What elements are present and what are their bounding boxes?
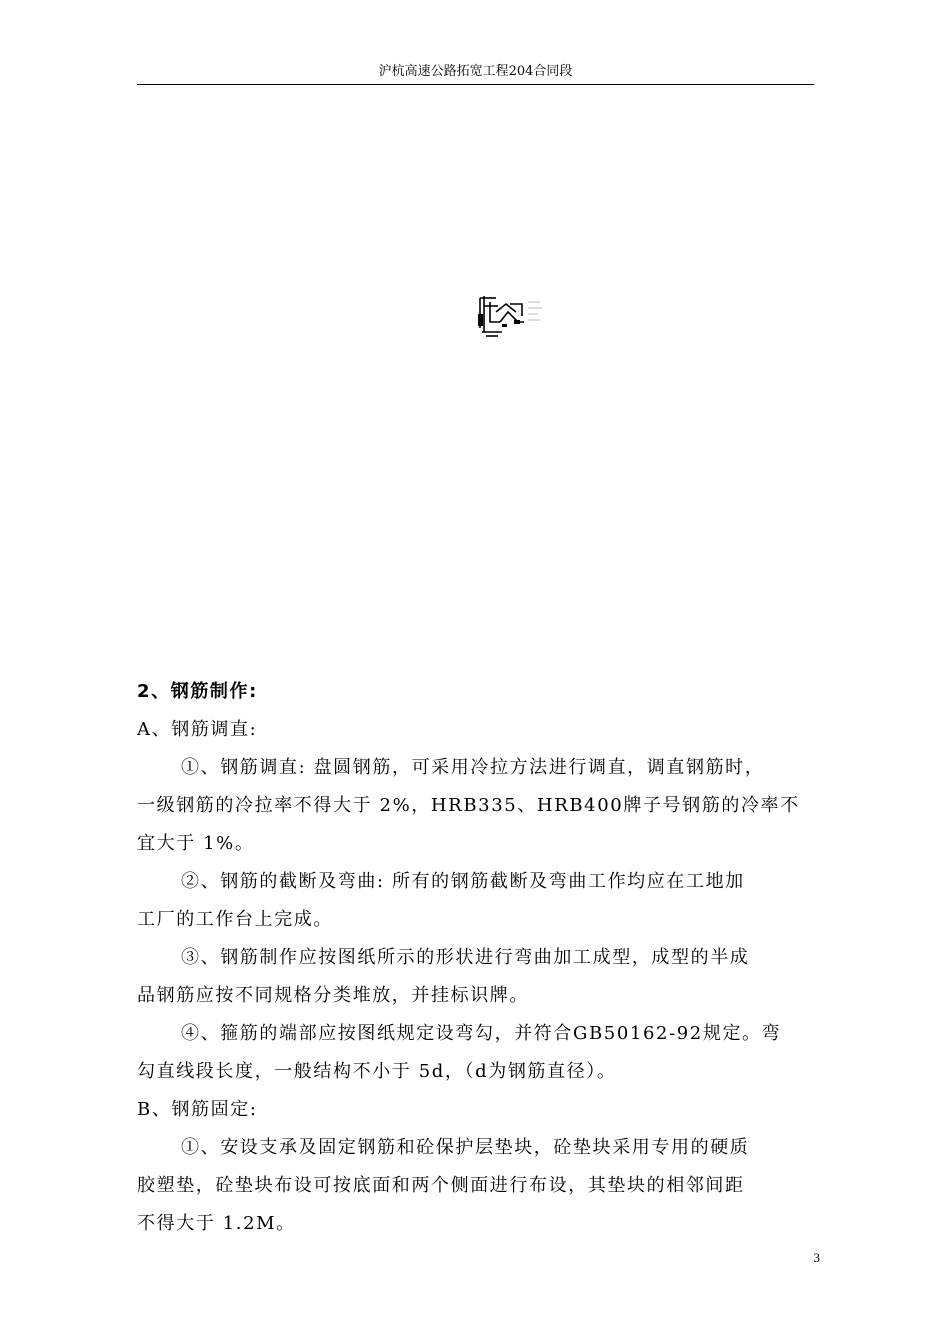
paragraph-line: ①、钢筋调直: 盘圆钢筋，可采用冷拉方法进行调直，调直钢筋时， bbox=[181, 757, 765, 778]
paragraph-line: ②、钢筋的截断及弯曲: 所有的钢筋截断及弯曲工作均应在工地加 bbox=[181, 871, 745, 892]
document-body bbox=[137, 673, 814, 1243]
paragraph-line: 工厂的工作台上完成。 bbox=[137, 909, 333, 930]
subheading-b: B、钢筋固定: bbox=[137, 1099, 258, 1120]
paragraph-line: 宜大于 1%。 bbox=[137, 833, 255, 854]
paragraph-line: 品钢筋应按不同规格分类堆放，并挂标识牌。 bbox=[137, 985, 529, 1006]
paragraph-line: 勾直线段长度，一般结构不小于 5d，（d为钢筋直径）。 bbox=[137, 1061, 617, 1082]
paragraph-line: ①、安设支承及固定钢筋和砼保护层垫块，砼垫块采用专用的硬质 bbox=[181, 1137, 750, 1158]
section-heading: 2、钢筋制作: bbox=[137, 681, 258, 702]
page-header bbox=[137, 62, 814, 85]
paragraph-line: ③、钢筋制作应按图纸所示的形状进行弯曲加工成型，成型的半成 bbox=[181, 947, 750, 968]
paragraph-line: 胶塑垫，砼垫块布设可按底面和两个侧面进行布设，其垫块的相邻间距 bbox=[137, 1175, 745, 1196]
paragraph-line: 不得大于 1.2M。 bbox=[137, 1213, 296, 1234]
page-number: 3 bbox=[813, 1250, 820, 1265]
rebar-diagram-figure bbox=[474, 292, 544, 338]
subheading-a: A、钢筋调直: bbox=[137, 719, 258, 740]
header-title: 沪杭高速公路拓宽工程204合同段 bbox=[378, 64, 573, 79]
paragraph-line: 一级钢筋的冷拉率不得大于 2%，HRB335、HRB400牌子号钢筋的冷率不 bbox=[137, 795, 800, 816]
paragraph-line: ④、箍筋的端部应按图纸规定设弯勾，并符合GB50162-92规定。弯 bbox=[181, 1023, 782, 1044]
